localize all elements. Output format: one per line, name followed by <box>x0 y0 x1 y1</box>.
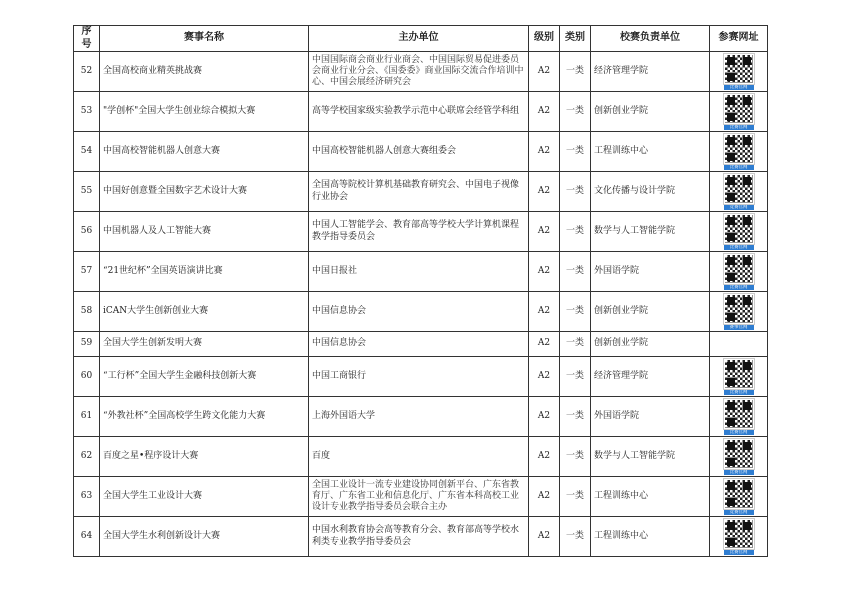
site-cell <box>710 517 768 557</box>
level: A2 <box>529 357 560 397</box>
site-cell <box>710 437 768 477</box>
table-row <box>74 132 768 172</box>
level: A2 <box>529 437 560 477</box>
category: 一类 <box>560 397 591 437</box>
school-unit: 创新创业学院 <box>591 292 710 332</box>
qr-caption[interactable]: 比赛官网 <box>724 550 754 555</box>
category: 一类 <box>560 172 591 212</box>
category: 一类 <box>560 517 591 557</box>
row-number: 64 <box>74 517 100 557</box>
school-unit: 经济管理学院 <box>591 52 710 92</box>
row-number: 62 <box>74 437 100 477</box>
competition-table <box>73 25 768 557</box>
school-unit: 数学与人工智能学院 <box>591 437 710 477</box>
qr-caption[interactable]: 比赛官网 <box>724 165 754 170</box>
row-number: 52 <box>74 52 100 92</box>
site-cell <box>710 357 768 397</box>
organizer: 中国日报社 <box>309 252 529 292</box>
competition-name: 百度之星•程序设计大赛 <box>100 437 309 477</box>
qr-caption[interactable]: 竞赛官网 <box>724 205 754 210</box>
school-unit: 外国语学院 <box>591 397 710 437</box>
table-row <box>74 52 768 92</box>
organizer: 中国高校智能机器人创意大赛组委会 <box>309 132 529 172</box>
school-unit: 数学与人工智能学院 <box>591 212 710 252</box>
school-unit: 外国语学院 <box>591 252 710 292</box>
qr-caption[interactable]: 比赛官网 <box>724 390 754 395</box>
school-unit: 创新创业学院 <box>591 92 710 132</box>
competition-name: “外教社杯”全国高校学生跨文化能力大赛 <box>100 397 309 437</box>
row-number: 53 <box>74 92 100 132</box>
header-site: 参赛网址 <box>710 26 768 52</box>
qr-code-icon[interactable] <box>724 359 754 389</box>
qr-caption[interactable]: 比赛官网 <box>724 470 754 475</box>
qr-code-icon[interactable] <box>724 439 754 469</box>
level: A2 <box>529 52 560 92</box>
table-row <box>74 437 768 477</box>
organizer: 中国信息协会 <box>309 332 529 357</box>
qr-caption[interactable]: 比赛官网 <box>724 430 754 435</box>
qr-code-icon[interactable] <box>724 254 754 284</box>
table-row <box>74 172 768 212</box>
header-level: 级别 <box>529 26 560 52</box>
organizer: 中国信息协会 <box>309 292 529 332</box>
qr-caption[interactable]: 比赛官网 <box>724 245 754 250</box>
table-row <box>74 212 768 252</box>
table-row <box>74 332 768 357</box>
organizer: 百度 <box>309 437 529 477</box>
category: 一类 <box>560 52 591 92</box>
competition-name: “工行杯”全国大学生金融科技创新大赛 <box>100 357 309 397</box>
organizer: 中国水利教育协会高等教育分会、教育部高等学校水利类专业教学指导委员会 <box>309 517 529 557</box>
qr-code-icon[interactable] <box>724 134 754 164</box>
organizer: 全国工业设计一流专业建设协同创新平台、广东省教育厅、广东省工业和信息化厅、广东省本科高校工业设计专业教学指导委员会联合主办 <box>309 477 529 517</box>
category: 一类 <box>560 357 591 397</box>
qr-code-icon[interactable] <box>724 94 754 124</box>
category: 一类 <box>560 332 591 357</box>
category: 一类 <box>560 437 591 477</box>
header-school-unit: 校赛负责单位 <box>591 26 710 52</box>
table-row <box>74 357 768 397</box>
school-unit: 文化传播与设计学院 <box>591 172 710 212</box>
table-row <box>74 397 768 437</box>
qr-caption[interactable]: 赛事官网 <box>724 325 754 330</box>
competition-name: “21世纪杯”全国英语演讲比赛 <box>100 252 309 292</box>
site-cell <box>710 292 768 332</box>
row-number: 54 <box>74 132 100 172</box>
row-number: 63 <box>74 477 100 517</box>
table-row <box>74 477 768 517</box>
level: A2 <box>529 517 560 557</box>
header-organizer: 主办单位 <box>309 26 529 52</box>
level: A2 <box>529 332 560 357</box>
row-number: 55 <box>74 172 100 212</box>
row-number: 59 <box>74 332 100 357</box>
organizer: 中国工商银行 <box>309 357 529 397</box>
site-cell <box>710 132 768 172</box>
site-cell <box>710 397 768 437</box>
qr-code-icon[interactable] <box>724 294 754 324</box>
table-row <box>74 252 768 292</box>
row-number: 60 <box>74 357 100 397</box>
qr-caption[interactable]: 比赛官网 <box>724 85 754 90</box>
table-row <box>74 92 768 132</box>
site-cell <box>710 212 768 252</box>
header-name: 赛事名称 <box>100 26 309 52</box>
organizer: 高等学校国家级实验教学示范中心联席会经管学科组 <box>309 92 529 132</box>
site-cell <box>710 172 768 212</box>
qr-code-icon[interactable] <box>724 174 754 204</box>
table-header-row <box>74 26 768 52</box>
competition-name: 中国机器人及人工智能大赛 <box>100 212 309 252</box>
category: 一类 <box>560 132 591 172</box>
table-row <box>74 292 768 332</box>
level: A2 <box>529 397 560 437</box>
school-unit: 工程训练中心 <box>591 517 710 557</box>
school-unit: 经济管理学院 <box>591 357 710 397</box>
site-cell <box>710 92 768 132</box>
qr-caption[interactable]: 竞赛官网 <box>724 510 754 515</box>
school-unit: 工程训练中心 <box>591 132 710 172</box>
category: 一类 <box>560 252 591 292</box>
level: A2 <box>529 252 560 292</box>
table-row <box>74 517 768 557</box>
row-number: 56 <box>74 212 100 252</box>
level: A2 <box>529 172 560 212</box>
organizer: 全国高等院校计算机基础教育研究会、中国电子视像行业协会 <box>309 172 529 212</box>
row-number: 61 <box>74 397 100 437</box>
qr-code-icon[interactable] <box>724 214 754 244</box>
competition-name: 中国高校智能机器人创意大赛 <box>100 132 309 172</box>
row-number: 58 <box>74 292 100 332</box>
site-cell <box>710 332 768 357</box>
organizer: 中国人工智能学会、教育部高等学校大学计算机课程教学指导委员会 <box>309 212 529 252</box>
qr-code-icon[interactable] <box>724 54 754 84</box>
competition-name: 中国好创意暨全国数字艺术设计大赛 <box>100 172 309 212</box>
school-unit: 创新创业学院 <box>591 332 710 357</box>
category: 一类 <box>560 477 591 517</box>
header-category: 类别 <box>560 26 591 52</box>
level: A2 <box>529 212 560 252</box>
header-no: 序号 <box>74 26 100 52</box>
qr-code-icon[interactable] <box>724 519 754 549</box>
competition-name: iCAN大学生创新创业大赛 <box>100 292 309 332</box>
category: 一类 <box>560 92 591 132</box>
level: A2 <box>529 132 560 172</box>
level: A2 <box>529 292 560 332</box>
qr-caption[interactable]: 比赛官网 <box>724 125 754 130</box>
site-cell <box>710 477 768 517</box>
organizer: 中国国际商会商业行业商会、中国国际贸易促进委员会商业行业分会、《国委委》商业国际交流合作培训中心、中国会展经济研究会 <box>309 52 529 92</box>
level: A2 <box>529 92 560 132</box>
competition-name: 全国大学生创新发明大赛 <box>100 332 309 357</box>
qr-code-icon[interactable] <box>724 479 754 509</box>
qr-caption[interactable]: 比赛官网 <box>724 285 754 290</box>
site-cell <box>710 52 768 92</box>
competition-name: 全国高校商业精英挑战赛 <box>100 52 309 92</box>
competition-name: 全国大学生工业设计大赛 <box>100 477 309 517</box>
competition-name: 全国大学生水利创新设计大赛 <box>100 517 309 557</box>
competition-name: "学创杯"全国大学生创业综合模拟大赛 <box>100 92 309 132</box>
qr-code-icon[interactable] <box>724 399 754 429</box>
row-number: 57 <box>74 252 100 292</box>
school-unit: 工程训练中心 <box>591 477 710 517</box>
category: 一类 <box>560 292 591 332</box>
organizer: 上海外国语大学 <box>309 397 529 437</box>
level: A2 <box>529 477 560 517</box>
site-cell <box>710 252 768 292</box>
category: 一类 <box>560 212 591 252</box>
